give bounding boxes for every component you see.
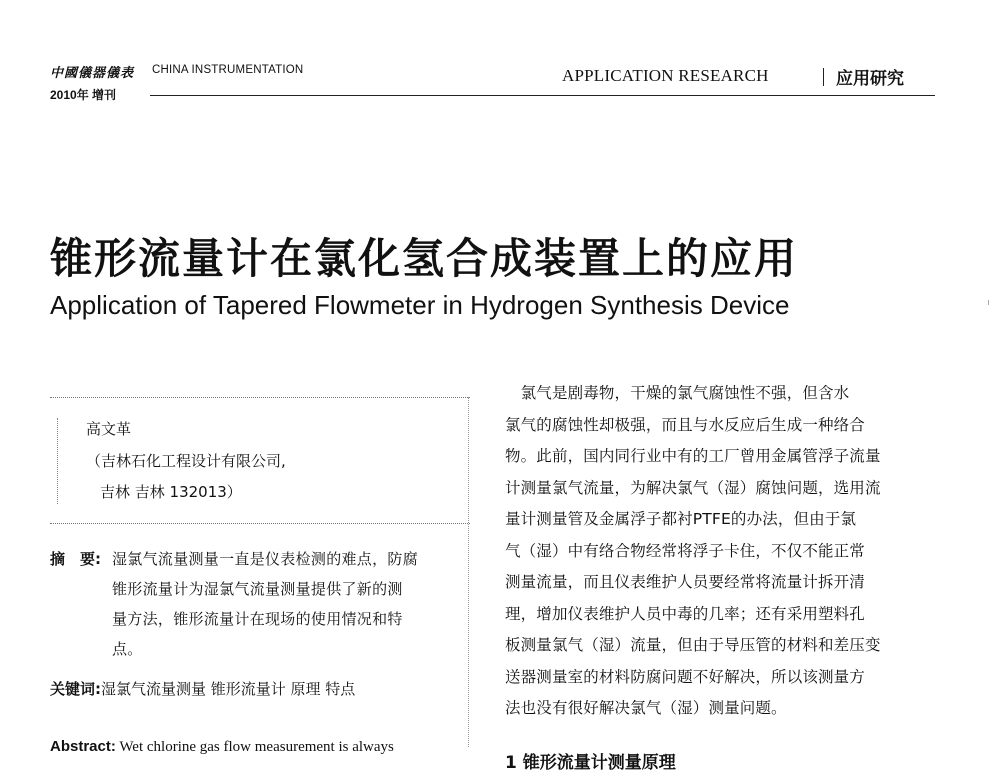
keywords-label: 关键词:	[50, 680, 101, 698]
author-box-top-rule	[50, 397, 470, 398]
column-divider	[468, 397, 469, 747]
body-line: 量计测量管及金属浮子都衬PTFE的办法，但由于氯	[505, 510, 857, 528]
body-line: 物。此前，国内同行业中有的工厂曾用金属管浮子流量	[505, 447, 881, 465]
section-heading: 1 锥形流量计测量原理	[505, 753, 676, 773]
section-divider	[823, 68, 824, 86]
author-box-side-mark	[57, 418, 63, 504]
body-line: 计测量氯气流量，为解决氯气（湿）腐蚀问题，选用流	[505, 478, 881, 497]
abstract-en-label: Abstract:	[50, 738, 116, 755]
issue-label: 2010年 增刊	[50, 88, 117, 102]
page-edge-mark	[988, 300, 989, 305]
body-line: 测量流量，而且仪表维护人员要经常将流量计拆开清	[505, 573, 865, 591]
author-box-bottom-rule	[50, 523, 470, 524]
abstract-line: 湿氯气流量测量一直是仪表检测的难点，防腐	[112, 550, 419, 568]
body-line: 送器测量室的材料防腐问题不好解决，所以该测量方	[505, 667, 865, 686]
journal-name-en: CHINA INSTRUMENTATION	[152, 64, 304, 76]
body-line: 板测量氯气（湿）流量，但由于导压管的材料和差压变	[505, 636, 881, 654]
author-affiliation-line2: 吉林 吉林 132013）	[100, 483, 242, 501]
section-label-zh: 应用研究	[836, 69, 904, 89]
abstract-line: 点。	[112, 640, 143, 658]
keywords-text: 湿氯气流量测量 锥形流量计 原理 特点	[101, 680, 356, 698]
journal-logo-cn: 中國儀器儀表	[50, 66, 135, 81]
abstract-en-text: Wet chlorine gas flow measurement is always	[119, 739, 394, 755]
body-line: 法也没有很好解决氯气（湿）测量问题。	[505, 699, 787, 717]
abstract-en	[50, 738, 394, 756]
abstract-line: 锥形流量计为湿氯气流量测量提供了新的测	[112, 580, 403, 598]
author-name: 高文革	[86, 420, 132, 438]
body-line: 理，增加仪表维护人员中毒的几率；还有采用塑料孔	[505, 604, 865, 623]
body-text	[505, 378, 935, 725]
section-label-en: APPLICATION RESEARCH	[562, 66, 769, 85]
body-line: 氯气的腐蚀性却极强，而且与水反应后生成一种络合	[505, 415, 865, 434]
abstract-label: 摘 要:	[50, 550, 101, 568]
header-rule	[150, 95, 935, 96]
abstract-line: 量方法，锥形流量计在现场的使用情况和特	[112, 610, 403, 628]
body-line: 气（湿）中有络合物经常将浮子卡住，不仅不能正常	[505, 541, 865, 560]
article-title-en: Application of Tapered Flowmeter in Hydrogen Synthesis Device	[50, 290, 790, 320]
body-line: 氯气是剧毒物，干燥的氯气腐蚀性不强，但含水	[505, 384, 850, 402]
article-title-zh: 锥形流量计在氯化氢合成装置上的应用	[50, 234, 799, 283]
keywords	[50, 678, 355, 699]
author-affiliation-line1: （吉林石化工程设计有限公司,	[86, 452, 286, 470]
